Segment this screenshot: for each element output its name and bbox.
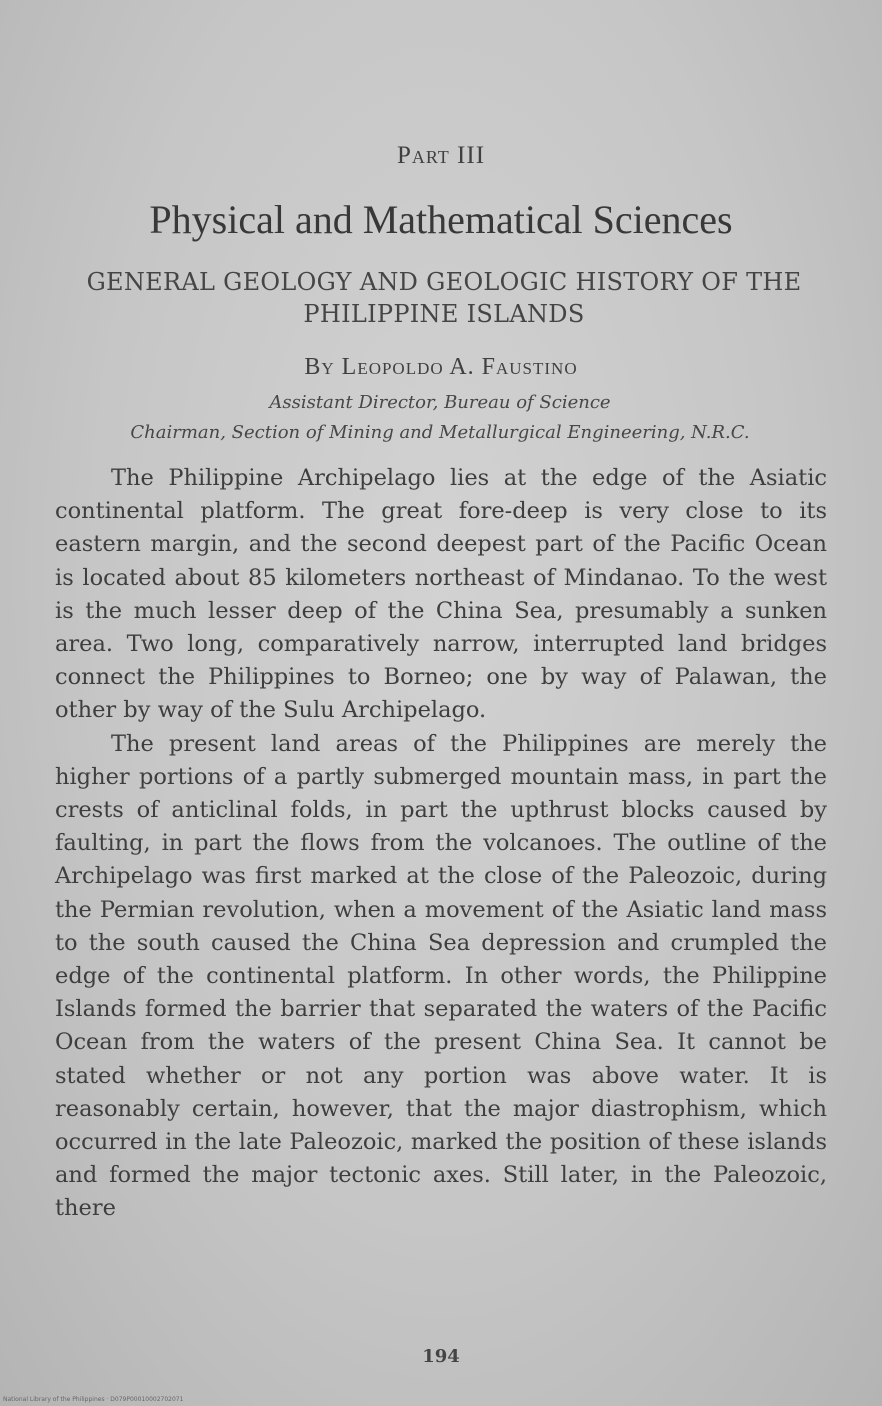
paragraph-2: The present land areas of the Philippines are merely the higher portions of a partly submerged mountain mass, in part the crests of anticlinal folds, in part the upthrust blocks caused by faulting, in part the flows from the volcanoes. The outline of the Archipelago was first marked at the close of the Paleozoic, during the Permian revolution, when a movement of the Asiatic land mass to the south caused the China Sea depression and crumpled the edge of the continental platform. In other words, the Philippine Islands formed the barrier that separated the waters of the Pacific Ocean from the waters of the present China Sea. It cannot be stated whether or not any portion was above water. It is reasonably certain, however, that the major diastrophism, which occurred in the late Paleozoic, marked the position of these islands and formed the major tectonic axes. Still later, in the Paleozoic, there [55,730,827,1222]
author-byline: By Leopoldo A. Faustino [304,354,578,380]
part-label: Part III [396,142,486,169]
scan-source-caption: National Library of the Philippines · D079P00010002702071 [3,1396,184,1403]
section-title: Physical and Mathematical Sciences [149,197,733,242]
author-affiliation-1: Assistant Director, Bureau of Science [269,392,611,413]
paragraph-1: The Philippine Archipelago lies at the edge of the Asiatic continental platform. The great fore-deep is very close to its eastern margin, and the second deepest part of the Pacific Ocean is located about 85 kilometers northeast of Mindanao. To the west is the much lesser deep of the China Sea, presumably a sunken area. Two long, comparatively narrow, interrupted land bridges connect the Philippines to Borneo; one by way of Palawan, the other by way of the Sulu Archipelago. [55,465,827,724]
author-affiliation-2: Chairman, Section of Mining and Metallurgical Engineering, N.R.C. [130,422,750,443]
page-number: 194 [422,1346,460,1367]
body-text [55,462,827,1226]
article-title: GENERAL GEOLOGY AND GEOLOGIC HISTORY OF THE PHILIPPINE ISLANDS [86,268,802,328]
